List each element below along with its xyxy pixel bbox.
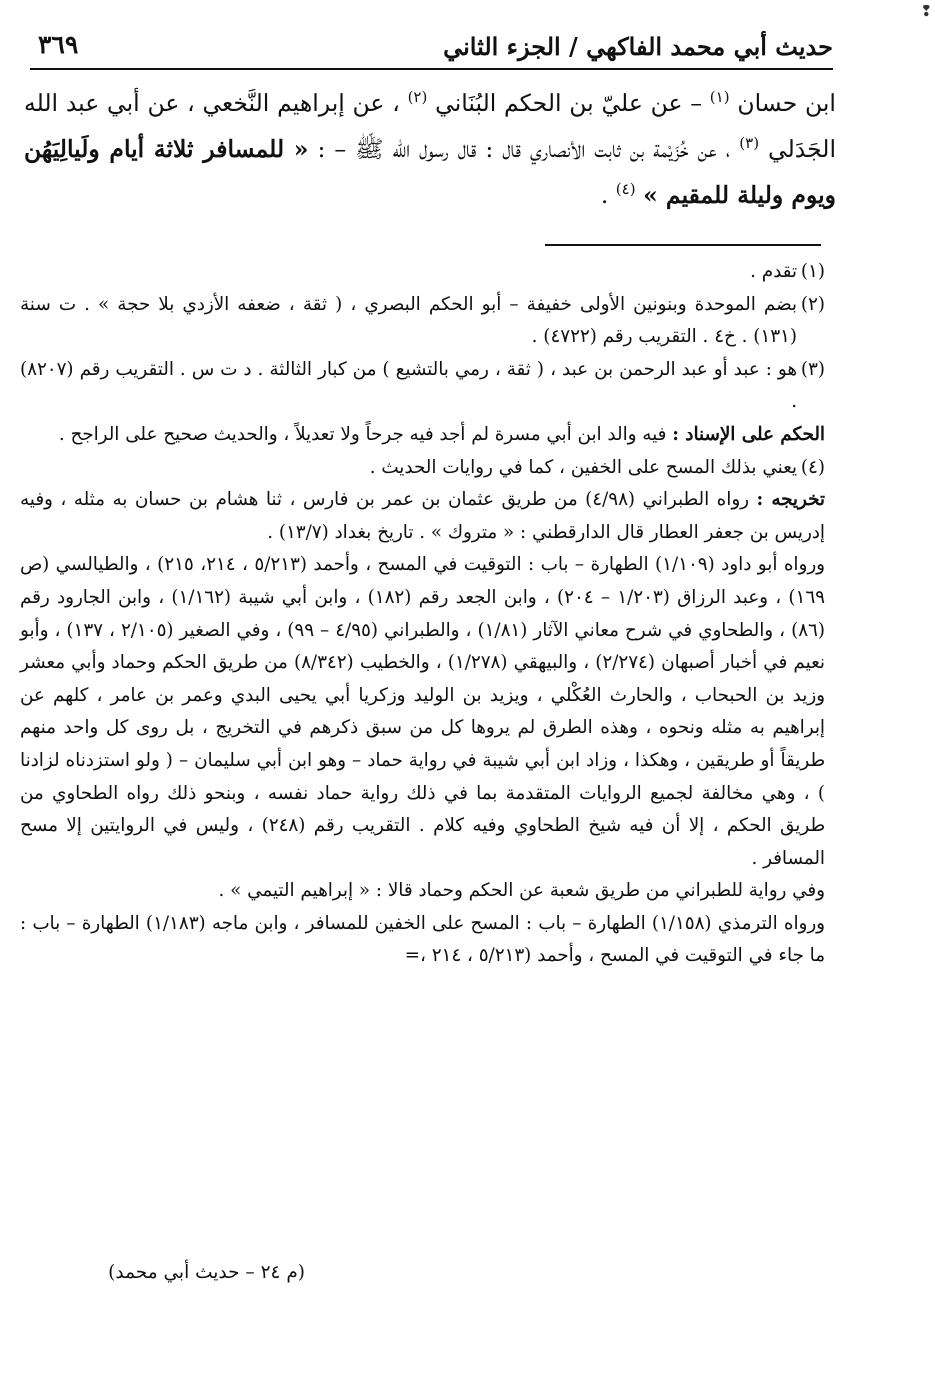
footnote-2 (20, 289, 825, 354)
main-text-segment: ، عن خُزَيْمة بن ثابت الأنصاري قال : قال رسول الله ﷺ – : (317, 135, 731, 163)
main-text-segment: – عن عليّ بن الحكم البُنَاني (435, 89, 703, 117)
takhrij-paragraph-3: وفي رواية للطبراني من طريق شعبة عن الحكم وحماد قالا : « إبراهيم التيمي » . (218, 880, 825, 902)
main-text-segment: ، عن إبراهيم النَّخعي ، عن أبي عبد الله الجَدَلي (24, 89, 836, 163)
footnote-number: (٤) (800, 456, 825, 478)
footnote-ref: (٤) (615, 180, 636, 199)
ruling-label: الحكم على الإسناد : (672, 423, 825, 445)
footnote-separator (545, 244, 821, 246)
main-text-segment: . (600, 181, 609, 209)
main-text (24, 80, 836, 218)
main-text-segment: ابن حسان (737, 89, 836, 117)
takhrij-text: رواه الطبراني (٤/٩٨) من طريق عثمان بن عمر بن فارس ، ثنا هشام بن حسان به مثله ، وفيه إدريس بن جعفر العطار قال الدارقطني : « متروك » . تاريخ بغداد (١٣/٧) . (20, 489, 825, 543)
takhrij-label: تخريجه : (756, 489, 825, 511)
margin-mark: ❢ (920, 2, 933, 20)
footnote-ref: (٢) (407, 88, 428, 107)
ruling-paragraph (20, 419, 825, 452)
ruling-text: فيه والد ابن أبي مسرة لم أجد فيه جرحاً ولا تعديلاً ، والحديث صحيح على الراجح . (58, 423, 667, 445)
footnote-text: يعني بذلك المسح على الخفين ، كما في روايات الحديث . (369, 456, 797, 478)
main-paragraph (24, 80, 836, 218)
footnote-text: بضم الموحدة وبنونين الأولى خفيفة – أبو الحكم البصري ، ( ثقة ، ضعفه الأزدي بلا حجة » . ت سنة (١٣١) . خ٤ . التقريب رقم (٤٧٢٢) . (20, 293, 797, 348)
footnote-number: (١) (800, 261, 825, 282)
footnote-1 (20, 256, 825, 289)
hadith-text: « للمسافر ثلاثة أيام ولَيالِيَهُن ويوم وليلة للمقيم » (24, 135, 836, 209)
takhrij-paragraph (20, 484, 825, 549)
running-head: حديث أبي محمد الفاكهي / الجزء الثاني (443, 32, 833, 61)
footnote-ref: (١) (709, 88, 730, 107)
footnote-text: هو : عبد أو عبد الرحمن بن عبد ، ( ثقة ، رمي بالتشيع ) من كبار الثالثة . د ت س . التقريب رقم (٨٢٠٧) . (20, 358, 797, 413)
footnote-number: (٢) (800, 293, 825, 315)
footnote-number: (٣) (800, 358, 825, 380)
footnotes (20, 256, 825, 973)
footnote-text: تقدم . (750, 261, 797, 282)
signature-mark: (م ٢٤ – حديث أبي محمد) (108, 1262, 305, 1283)
takhrij-paragraph-4: ورواه الترمذي (١/١٥٨) الطهارة – باب : المسح على الخفين للمسافر ، وابن ماجه (١/١٨٣) الطهارة – باب : ما جاء في التوقيت في المسح ، وأحمد (٥/٢١٣ ، ٢١٤ ،= (20, 912, 826, 967)
footnote-3 (20, 354, 825, 419)
footnote-ref: (٣) (739, 134, 760, 153)
page-header (30, 28, 833, 70)
takhrij-paragraph-2: ورواه أبو داود (١/١٠٩) الطهارة – باب : التوقيت في المسح ، وأحمد (٥/٢١٣ ، ٢١٤، ٢١٥) ، والطيالسي (ص ١٦٩) ، وعبد الرزاق (١/٢٠٣ – ٢٠٤) ، وابن الجعد رقم (١٨٢) ، وابن أبي شيبة (١/١٦٢) ، وابن الجارود رقم (٨٦) ، والطحاوي في شرح معاني الآثار (١/٨١) ، والطبراني (٤/٩٥ – ٩٩) ، وفي الصغير (٢/١٠٥ ، ١٣٧) ، وأبو نعيم في أخبار أصبهان (٢/٢٧٤) ، والبيهقي (١/٢٧٨) ، والخطيب (٨/٣٤٢) من طريق الحكم وحماد وأبي معشر وزيد بن الحبحاب ، والحارث العُكْلي ، ويزيد بن الوليد وزكريا أبي يحيى البدي وعمر بن عامر ، كلهم عن إبراهيم به مثله ونحوه ، وهذه الطرق لم يروها كل من سبق ذكرهم في التخريج ، بل روى كل واحد منهم طريقاً أو طريقين ، وهكذا ، وزاد ابن أبي شيبة في رواية حماد – وهو ابن أبي سليمان – ( ولو استزدناه لزادنا ) ، وهي مخالفة لجميع الروايات المتقدمة بما في ذلك رواية حماد نفسه ، وبنحو ذلك رواه الطحاوي من طريق الحكم ، إلا أن فيه شيخ الطحاوي وفيه كلام . التقريب رقم (٢٤٨) ، وليس في الروايتين إلا مسح المسافر . (20, 554, 826, 869)
page-number: ٣٦٩ (38, 30, 79, 59)
footnote-4 (20, 452, 825, 485)
